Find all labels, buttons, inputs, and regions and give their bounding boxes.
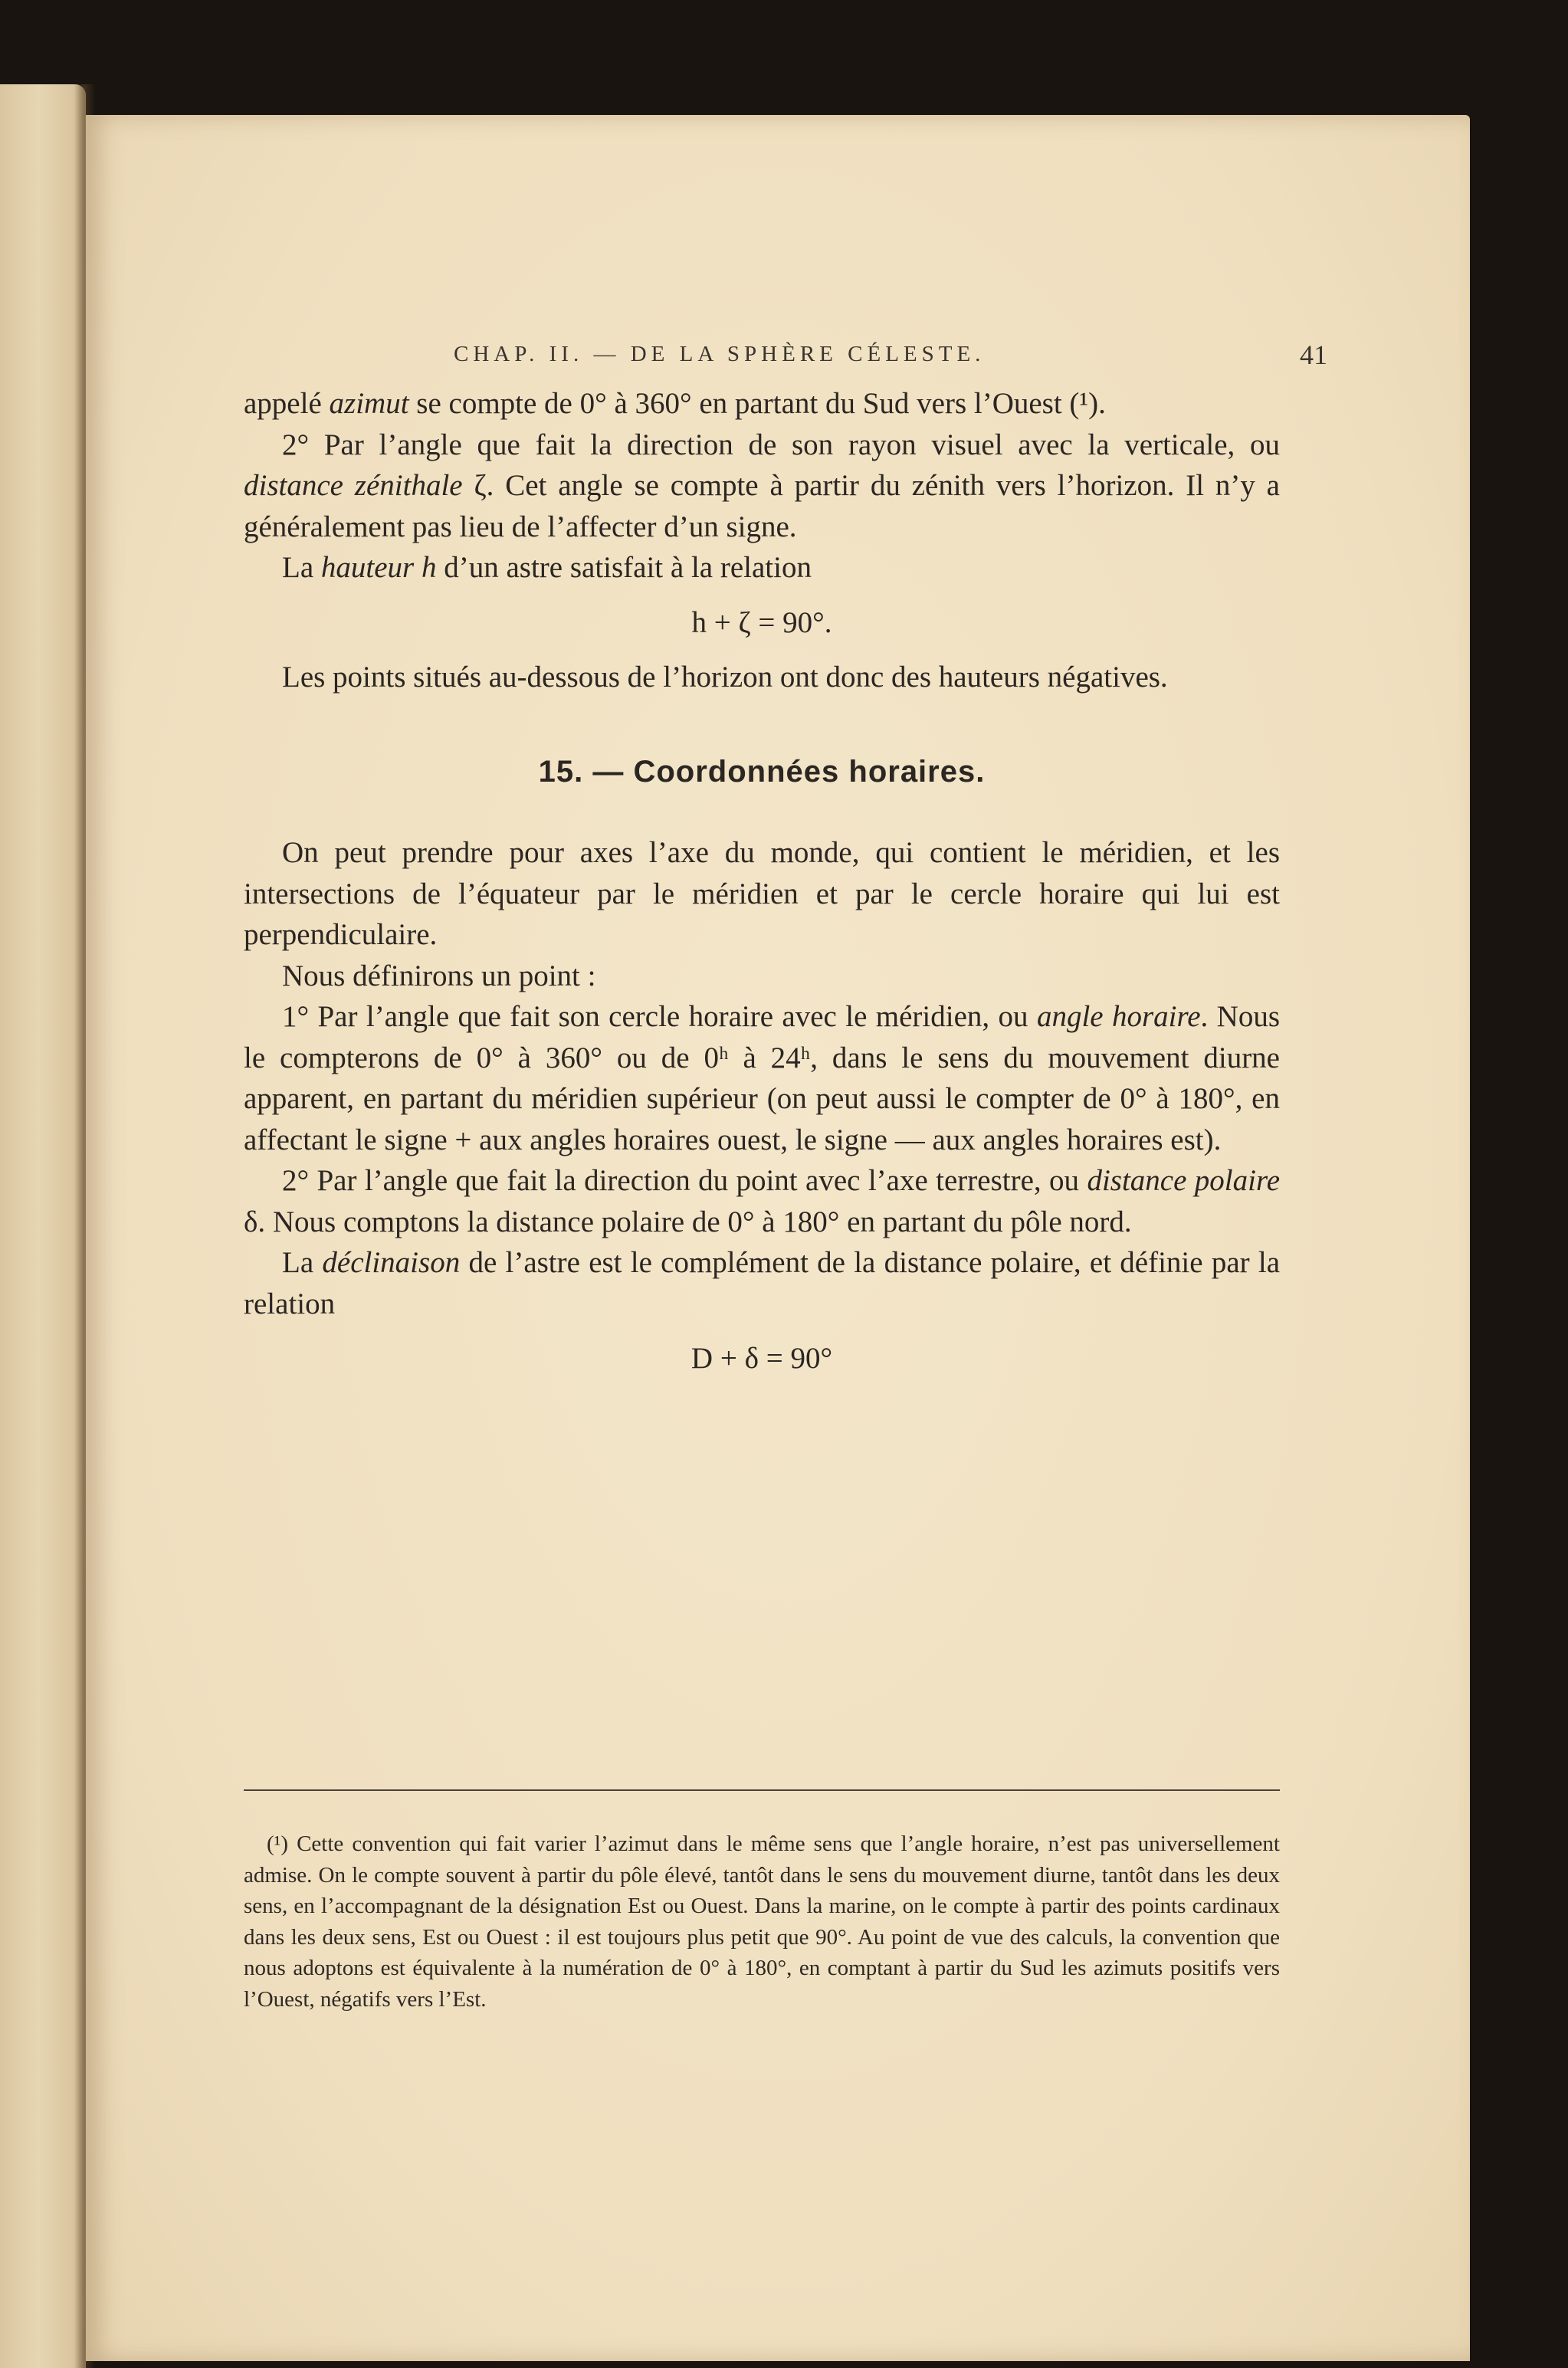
footnote-text: (¹) Cette convention qui fait varier l’azimut dans le même sens que l’angle horaire, n’est pas universellement admise. On le compte souvent à partir du pôle élevé, tantôt dans le sens du mouvement diurne, tantôt dans les deux sens, en l’accompagnant de la désignation Est ou Ouest. Dans la marine, on le compte à partir des points cardinaux dans les deux sens, Est ou Ouest : il est toujours plus petit que 90°. Au point de vue des calculs, la convention que nous adoptons est équivalente à la numération de 0° à 180°, en comptant à partir du Sud les azimuts positifs vers l’Ouest, négatifs vers l’Est. <box>244 1832 1280 2012</box>
paragraph: La hauteur h d’un astre satisfait à la relation <box>282 551 812 584</box>
formula: D + δ = 90° <box>691 1342 833 1375</box>
paragraph: La déclinaison de l’astre est le complément de la distance polaire, et définie par la relation <box>244 1246 1281 1320</box>
paragraph: 2° Par l’angle que fait la direction de son rayon visuel avec la verticale, ou distance zénithale ζ. Cet angle se compte à partir du zénith vers l’horizon. Il n’y a généralement pas lieu de l’affecter d’un signe. <box>244 428 1280 543</box>
footnote-divider <box>244 1789 1280 1791</box>
section-title: 15. — Coordonnées horaires. <box>538 754 986 789</box>
paragraph: Les points situés au-dessous de l’horizon ont donc des hauteurs négatives. <box>282 661 1168 694</box>
paragraph: 1° Par l’angle que fait son cercle horaire avec le méridien, ou angle horaire. Nous le compterons de 0° à 360° ou de 0ʰ à 24ʰ, dans le sens du mouvement diurne apparent, en partant du méridien supérieur (on peut aussi le compter de 0° à 180°, en affectant le signe + aux angles horaires ouest, le signe — aux angles horaires est). <box>244 1000 1281 1156</box>
paragraph: Nous définirons un point : <box>282 959 596 992</box>
paragraph: On peut prendre pour axes l’axe du monde, qui contient le méridien, et les intersections de l’équateur par le méridien et par le cercle horaire qui lui est perpendiculaire. <box>244 836 1280 951</box>
body-text <box>244 383 1280 1393</box>
running-head-title: CHAP. II. — DE LA SPHÈRE CÉLESTE. <box>454 342 986 366</box>
paragraph: 2° Par l’angle que fait la direction du point avec l’axe terrestre, ou distance polaire δ. Nous comptons la distance polaire de 0° à 180° en partant du pôle nord. <box>244 1164 1281 1238</box>
book-page <box>86 115 1470 2361</box>
page-number: 41 <box>1300 339 1327 370</box>
paragraph: appelé azimut se compte de 0° à 360° en partant du Sud vers l’Ouest (¹). <box>244 387 1106 420</box>
footnote <box>244 1828 1280 2015</box>
running-header <box>454 339 1327 370</box>
formula: h + ζ = 90°. <box>691 605 832 639</box>
